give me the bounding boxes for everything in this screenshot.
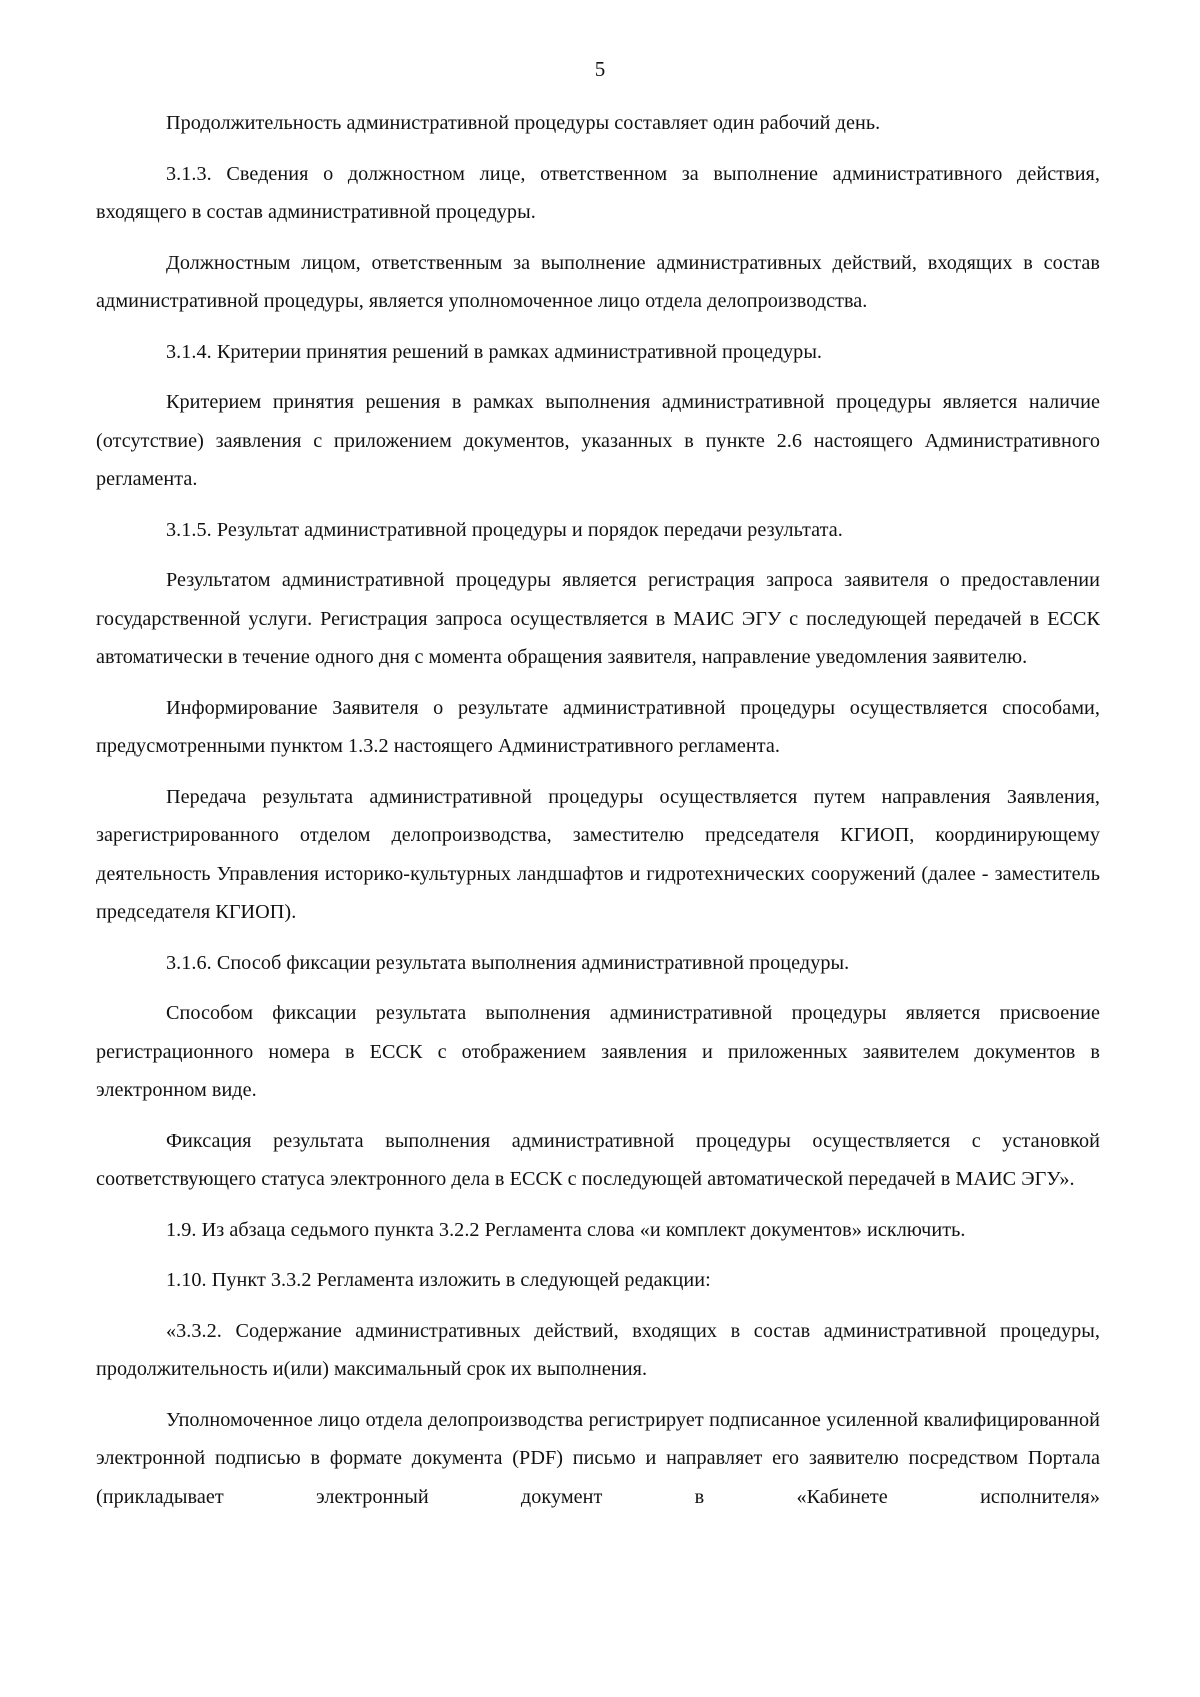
- page-number: 5: [594, 57, 606, 81]
- paragraph: Фиксация результата выполнения административной процедуры осуществляется с установкой соответствующего статуса электронного дела в ЕССК с последующей автоматической передачей в МАИС ЭГУ».: [96, 1129, 1100, 1190]
- paragraph: Информирование Заявителя о результате административной процедуры осуществляется способами, предусмотренными пунктом 1.3.2 настоящего Административного регламента.: [96, 696, 1100, 757]
- paragraph: 3.1.6. Способ фиксации результата выполнения административной процедуры.: [166, 951, 850, 974]
- paragraph: 1.9. Из абзаца седьмого пункта 3.2.2 Регламента слова «и комплект документов» исключить.: [166, 1218, 966, 1241]
- paragraph: Уполномоченное лицо отдела делопроизводства регистрирует подписанное усиленной квалифицированной электронной подписью в формате документа (PDF) письмо и направляет его заявителю посредством Портала (прикладывает электронный документ в «Кабинете исполнителя»: [96, 1408, 1100, 1508]
- document-body: [96, 104, 1100, 1528]
- paragraph: Передача результата административной процедуры осуществляется путем направления Заявления, зарегистрированного отделом делопроизводства, заместителю председателя КГИОП, координирующему деятельность Управления историко-культурных ландшафтов и гидротехнических сооружений (далее - заместитель председателя КГИОП).: [96, 785, 1100, 923]
- paragraph: 3.1.3. Сведения о должностном лице, ответственном за выполнение административного действия, входящего в состав административной процедуры.: [96, 162, 1100, 223]
- paragraph: Способом фиксации результата выполнения административной процедуры является присвоение регистрационного номера в ЕССК с отображением заявления и приложенных заявителем документов в электронном виде.: [96, 1002, 1100, 1101]
- paragraph: Результатом административной процедуры является регистрация запроса заявителя о предоставлении государственной услуги. Регистрация запроса осуществляется в МАИС ЭГУ с последующей передачей в ЕССК автоматически в течение одного дня с момента обращения заявителя, направление уведомления заявителю.: [96, 569, 1100, 668]
- paragraph: 1.10. Пункт 3.3.2 Регламента изложить в следующей редакции:: [166, 1269, 711, 1291]
- paragraph: Продолжительность административной процедуры составляет один рабочий день.: [166, 112, 881, 134]
- paragraph: 3.1.5. Результат административной процедуры и порядок передачи результата.: [166, 518, 843, 541]
- paragraph: Должностным лицом, ответственным за выполнение административных действий, входящих в состав административной процедуры, является уполномоченное лицо отдела делопроизводства.: [96, 251, 1100, 312]
- paragraph: Критерием принятия решения в рамках выполнения административной процедуры является наличие (отсутствие) заявления с приложением документов, указанных в пункте 2.6 настоящего Административного регламента.: [96, 391, 1100, 490]
- paragraph: «3.3.2. Содержание административных действий, входящих в состав административной процедуры, продолжительность и(или) максимальный срок их выполнения.: [96, 1319, 1100, 1380]
- paragraph: 3.1.4. Критерии принятия решений в рамках административной процедуры.: [166, 340, 823, 363]
